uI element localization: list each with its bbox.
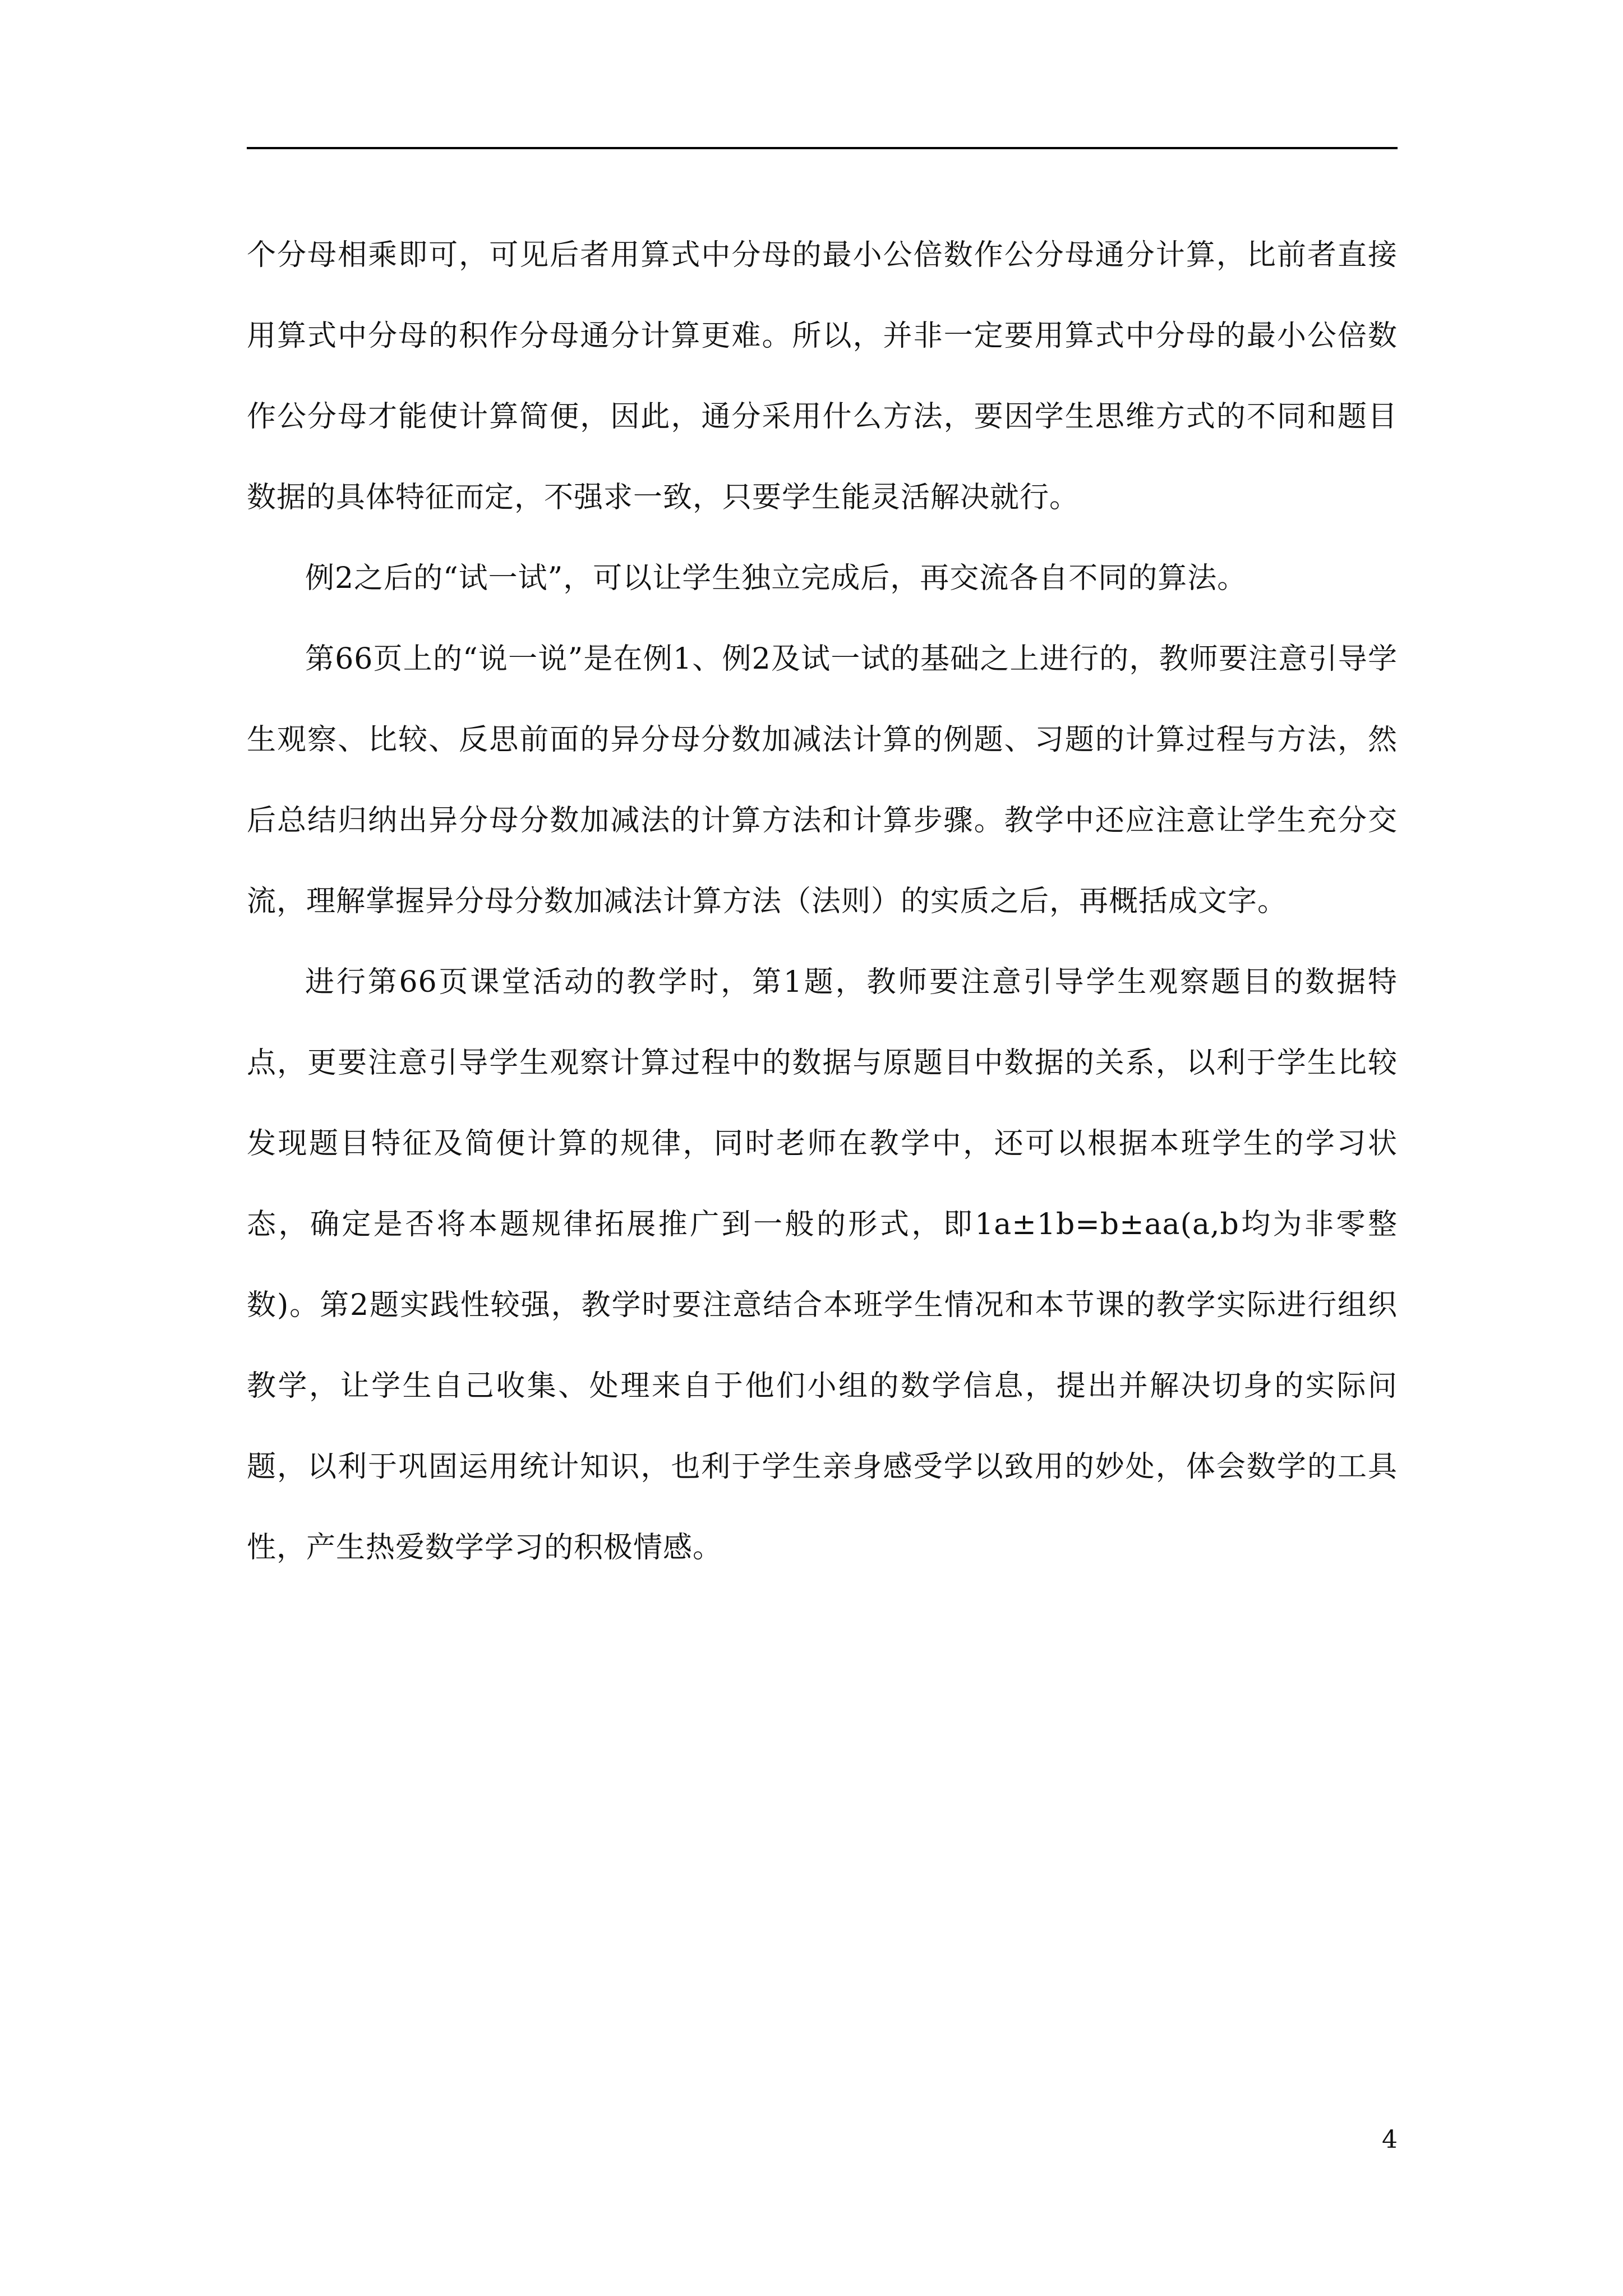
paragraph-4: 进行第66页课堂活动的教学时，第1题，教师要注意引导学生观察题目的数据特点，更要注意引导学生观察计算过程中的数据与原题目中数据的关系，以利于学生比较发现题目特征及简便计算的规律，同时老师在教学中，还可以根据本班学生的学习状态，确定是否将本题规律拓展推广到一般的形式，即1a±1b=b±aa(a,b均为非零整数)。第2题实践性较强，教学时要注意结合本班学生情况和本节课的教学实际进行组织教学，让学生自己收集、处理来自于他们小组的数学信息，提出并解决切身的实际问题，以利于巩固运用统计知识，也利于学生亲身感受学以致用的妙处，体会数学的工具性，产生热爱数学学习的积极情感。 (247, 965, 1398, 1565)
paragraph-3: 第66页上的“说一说”是在例1、例2及试一试的基础之上进行的，教师要注意引导学生观察、比较、反思前面的异分母分数加减法计算的例题、习题的计算过程与方法，然后总结归纳出异分母分数加减法的计算方法和计算步骤。教学中还应注意让学生充分交流，理解掌握异分母分数加减法计算方法（法则）的实质之后，再概括成文字。 (247, 642, 1398, 918)
header-rule (247, 147, 1398, 149)
document-body (247, 215, 1398, 1588)
paragraph-1: 个分母相乘即可，可见后者用算式中分母的最小公倍数作公分母通分计算，比前者直接用算式中分母的积作分母通分计算更难。所以，并非一定要用算式中分母的最小公倍数作公分母才能使计算简便，因此，通分采用什么方法，要因学生思维方式的不同和题目数据的具体特征而定，不强求一致，只要学生能灵活解决就行。 (247, 238, 1398, 514)
paragraph-2: 例2之后的“试一试”，可以让学生独立完成后，再交流各自不同的算法。 (305, 562, 1247, 595)
page-number: 4 (1382, 2125, 1398, 2154)
